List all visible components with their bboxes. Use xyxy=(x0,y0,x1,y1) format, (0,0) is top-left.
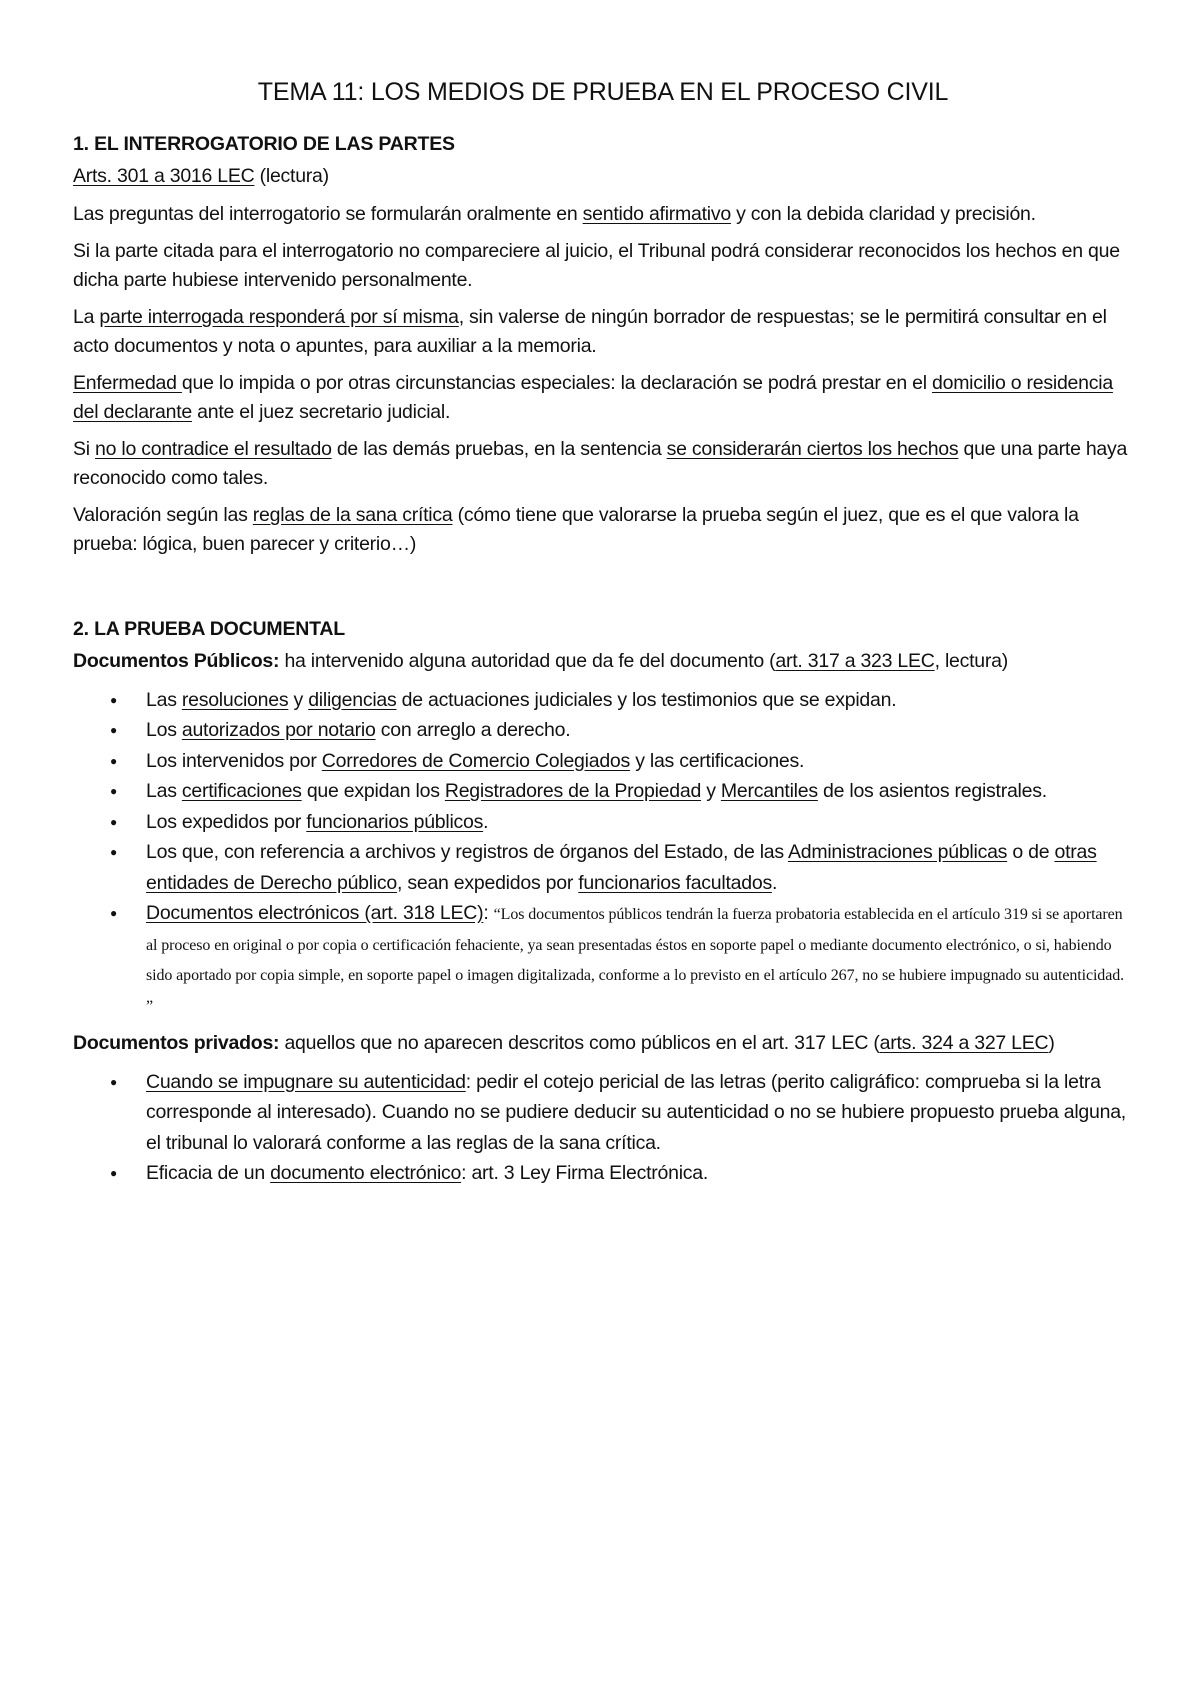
document-title: TEMA 11: LOS MEDIOS DE PRUEBA EN EL PROCESO CIVIL xyxy=(257,78,949,106)
list-item: ● Los intervenidos por Corredores de Comercio Colegiados y las certificaciones. xyxy=(146,746,1133,777)
paragraph-self-response: La parte interrogada responderá por sí misma, sin valerse de ningún borrador de respuestas; se le permitirá consultar en el acto documentos y nota o apuntes, para auxiliar a la memoria. xyxy=(73,306,1107,357)
underlined-term: parte interrogada responderá por sí misma xyxy=(99,306,459,328)
legal-quote: “Los documentos públicos tendrán la fuerza probatoria establecida en el artículo 319 si se aportaren al proceso en original o por copia o certificación fehaciente, ya sean presentadas éstos en soporte papel o mediante documento electrónico, o si, habiendo sido aportado por copia simple, en soporte papel o imagen digitalizada, conforme a lo previsto en el artículo 267, no se hubiere impugnado su autenticidad. ” xyxy=(146,906,1124,1015)
private-documents-definition: Documentos privados: aquellos que no aparecen descritos como públicos en el art. 317 LEC (arts. 324 a 327 LEC) xyxy=(73,1032,1055,1054)
public-documents-definition: Documentos Públicos: ha intervenido alguna autoridad que da fe del documento (art. 317 a 323 LEC, lectura) xyxy=(73,650,1008,672)
paragraph-acknowledged-facts: Si no lo contradice el resultado de las demás pruebas, en la sentencia se considerarán ciertos los hechos que una parte haya reconocido como tales. xyxy=(73,438,1128,489)
public-documents-label: Documentos Públicos: xyxy=(73,650,280,672)
section-2-heading: 2. LA PRUEBA DOCUMENTAL xyxy=(73,618,346,640)
section-1-heading: 1. EL INTERROGATORIO DE LAS PARTES xyxy=(73,133,455,155)
underlined-term: se considerarán ciertos los hechos xyxy=(666,438,959,460)
paragraph-questions: Las preguntas del interrogatorio se formularán oralmente en sentido afirmativo y con la debida claridad y precisión. xyxy=(73,202,1036,225)
underlined-term: reglas de la sana crítica xyxy=(252,504,453,526)
paragraph-illness: Enfermedad que lo impida o por otras circunstancias especiales: la declaración se podrá prestar en el domicilio o residencia del declarante ante el juez secretario judicial. xyxy=(73,372,1113,423)
paragraph-assessment: Valoración según las reglas de la sana crítica (cómo tiene que valorarse la prueba según el juez, que es el que valora la prueba: lógica, buen parecer y criterio…) xyxy=(73,504,1079,555)
list-item: ● Las certificaciones que expidan los Registradores de la Propiedad y Mercantiles de los asientos registrales. xyxy=(146,776,1133,807)
paragraph-non-appearance: Si la parte citada para el interrogatorio no compareciere al juicio, el Tribunal podrá considerar reconocidos los hechos en que dicha parte hubiese intervenido personalmente. xyxy=(73,240,1120,291)
list-item: ● Las resoluciones y diligencias de actuaciones judiciales y los testimonios que se expidan. xyxy=(146,685,1133,716)
list-item: ● Los que, con referencia a archivos y registros de órganos del Estado, de las Administraciones públicas o de otras entidades de Derecho público, sean expedidos por funcionarios facultados. xyxy=(146,837,1133,898)
section-1-references: Arts. 301 a 3016 LEC (lectura) xyxy=(73,165,329,187)
underlined-term: no lo contradice el resultado xyxy=(95,438,332,460)
articles-reference: Arts. 301 a 3016 LEC xyxy=(73,165,255,187)
private-documents-list xyxy=(73,1067,1133,1189)
list-item: ● Eficacia de un documento electrónico: art. 3 Ley Firma Electrónica. xyxy=(146,1158,1133,1189)
document-page xyxy=(73,74,1133,1198)
list-item: ● Cuando se impugnare su autenticidad: pedir el cotejo pericial de las letras (perito caligráfico: comprueba si la letra corresponde al interesado). Cuando no se pudiere deducir su autenticidad o no se hubiere propuesto prueba alguna, el tribunal lo valorará conforme a las reglas de la sana crítica. xyxy=(146,1067,1133,1159)
list-item: ● Los expedidos por funcionarios públicos. xyxy=(146,807,1133,838)
underlined-term: art. 317 a 323 LEC xyxy=(775,650,935,672)
underlined-term: sentido afirmativo xyxy=(582,202,731,225)
list-item: ● Los autorizados por notario con arreglo a derecho. xyxy=(146,715,1133,746)
section-gap xyxy=(73,567,1133,615)
underlined-term: arts. 324 a 327 LEC xyxy=(879,1032,1049,1054)
private-documents-label: Documentos privados: xyxy=(73,1032,280,1054)
underlined-term: domicilio o residencia del declarante xyxy=(73,372,1113,423)
list-item: ● Documentos electrónicos (art. 318 LEC): “Los documentos públicos tendrán la fuerza probatoria establecida en el artículo 319 si se aportaren al proceso en original o por copia o certificación fehaciente, ya sean presentadas éstos en soporte papel o mediante documento electrónico, o si, habiendo sido aportado por copia simple, en soporte papel o imagen digitalizada, conforme a lo previsto en el artículo 267, no se hubiere impugnado su autenticidad. ” xyxy=(146,898,1133,1020)
public-documents-list xyxy=(73,685,1133,1021)
underlined-term: Enfermedad xyxy=(73,372,182,394)
